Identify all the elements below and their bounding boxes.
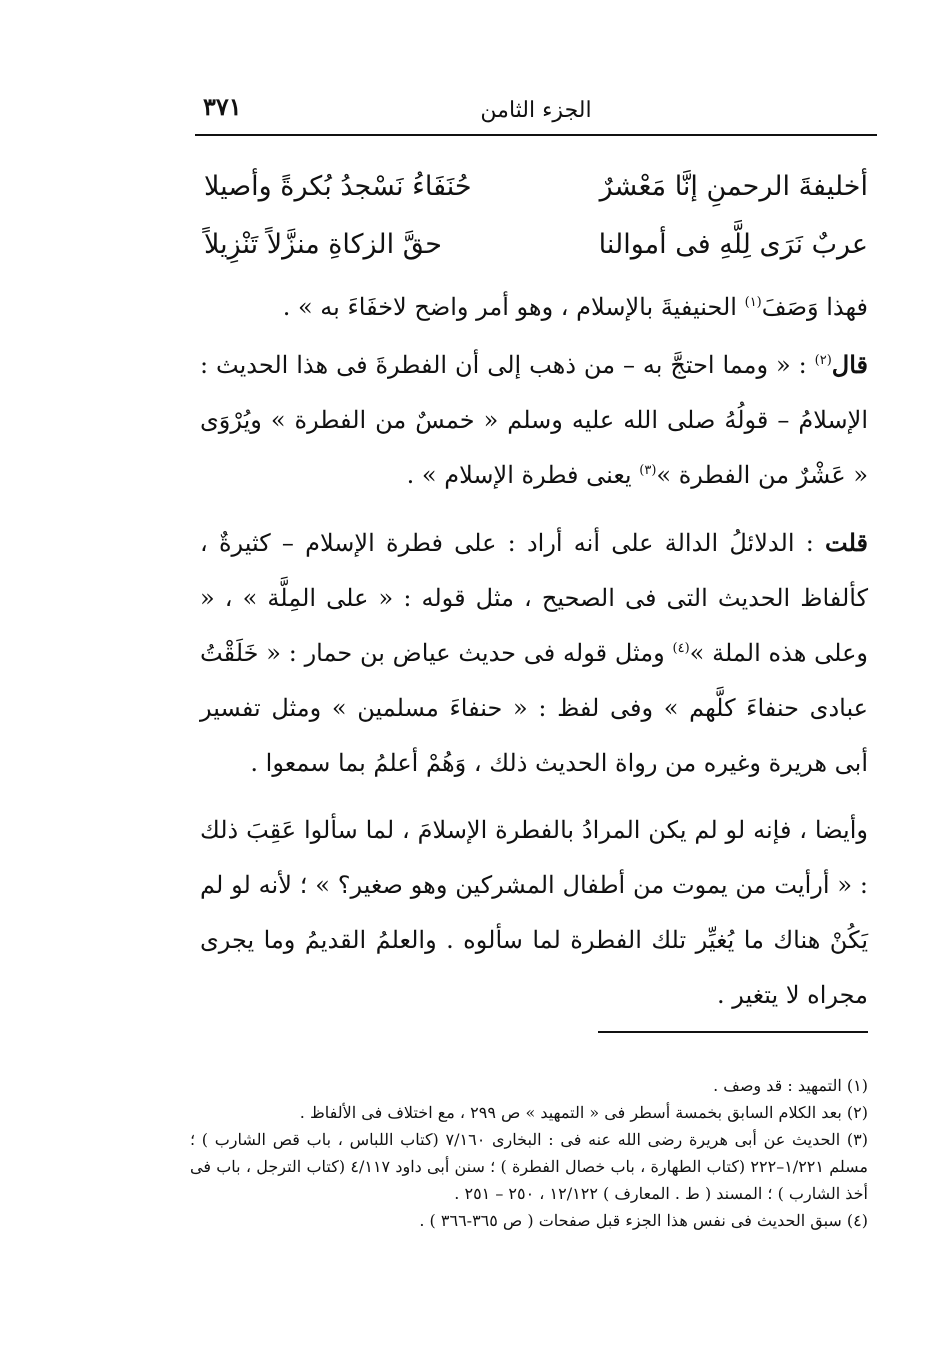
verse-second-hemistich: حقَّ الزكاةِ منزَّلاً تَنْزِيلاً — [204, 229, 442, 260]
paragraph-text: فهذا وَصَفَ — [761, 293, 868, 321]
verse-line — [200, 216, 868, 274]
paragraph — [200, 337, 868, 503]
paragraph-text: الحنيفيةَ بالإسلام ، وهو أمر واضح لاخفَاءَ به » . — [282, 293, 745, 321]
paragraph-lead-word: قال — [831, 350, 868, 379]
main-text — [200, 158, 868, 1023]
footnote-ref: (٢) — [814, 353, 832, 368]
footnote: (٤) سبق الحديث فى نفس هذا الجزء قبل صفحات ( ص ٣٦٥-٣٦٦ ) . — [419, 1211, 868, 1230]
footnotes — [190, 1072, 868, 1234]
paragraph — [200, 803, 868, 1023]
page-header — [195, 88, 877, 136]
footnote-separator — [598, 1031, 868, 1033]
paragraph-lead-word: قلت — [825, 528, 868, 557]
running-title: الجزء الثامن — [480, 98, 592, 123]
footnote-ref: (١) — [744, 295, 762, 310]
paragraph — [200, 515, 868, 791]
paragraph-text: : الدلائلُ الدالة على أنه أراد : على فطرة الإسلام – كثيرةٌ ، كألفاظ الحديث التى فى الصحيح ، مثل قوله : « على المِلَّة » ، « وعلى هذه الملة » — [200, 529, 868, 667]
paragraph-text: : « ومما احتجَّ به – من ذهب إلى أن الفطرةَ فى هذا الحديث : الإسلامُ – قولُهُ صلى الله عليه وسلم « خمسٌ من الفطرة » ويُرْوَى « عَشْرٌ من الفطرة » — [200, 351, 868, 489]
page-number: ٣٧١ — [203, 92, 242, 121]
paragraph-text: ومثل قوله فى حديث عياض بن حمار : « خَلَقْتُ عبادى حنفاءَ كلَّهم » وفى لفظ : « حنفاءَ مسلمين » ومثل تفسير أبى هريرة وغيره من رواة الحديث ذلك ، وَهُمْ أعلمُ بما سمعوا . — [200, 639, 868, 777]
verse-line — [200, 158, 868, 216]
paragraph — [200, 280, 868, 335]
footnote-ref: (٤) — [672, 641, 690, 656]
paragraph-text: وأيضا ، فإنه لو لم يكن المرادُ بالفطرة الإسلامَ ، لما سألوا عَقِبَ ذلك : « أرأيت من يموت من أطفال المشركين وهو صغير؟ » ؛ لأنه لو لم يَكُنْ هناك ما يُغيِّر تلك الفطرة لما سألوه . والعلمُ القديمُ وما يجرى مجراه لا يتغير . — [200, 816, 868, 1009]
verse-first-hemistich: أخليفةَ الرحمنِ إنَّا مَعْشرٌ — [599, 171, 868, 202]
verse-first-hemistich: عربٌ نَرَى لِلَّهِ فى أموالنا — [598, 229, 868, 260]
verse-second-hemistich: حُنَفَاءُ نَسْجدُ بُكرةً وأصيلا — [204, 171, 472, 202]
footnote: (١) التمهيد : قد وصف . — [713, 1076, 868, 1095]
footnote: (٢) بعد الكلام السابق بخمسة أسطر فى « التمهيد » ص ٢٩٩ ، مع اختلاف فى الألفاظ . — [299, 1103, 868, 1122]
footnote-ref: (٣) — [639, 463, 657, 478]
footnote: (٣) الحديث عن أبى هريرة رضى الله عنه فى : البخارى ٧/١٦٠ (كتاب اللباس ، باب قص الشارب ) ؛ مسلم ١/٢٢١–٢٢٢ (كتاب الطهارة ، باب خصال الفطرة ) ؛ سنن أبى داود ٤/١١٧ (كتاب الترجل ، باب فى أخذ الشارب ) ؛ المسند ( ط . المعارف ) ١٢/١٢٢ ، ٢٥٠ – ٢٥١ . — [190, 1130, 868, 1203]
paragraph-text: يعنى فطرة الإسلام » . — [406, 461, 640, 489]
